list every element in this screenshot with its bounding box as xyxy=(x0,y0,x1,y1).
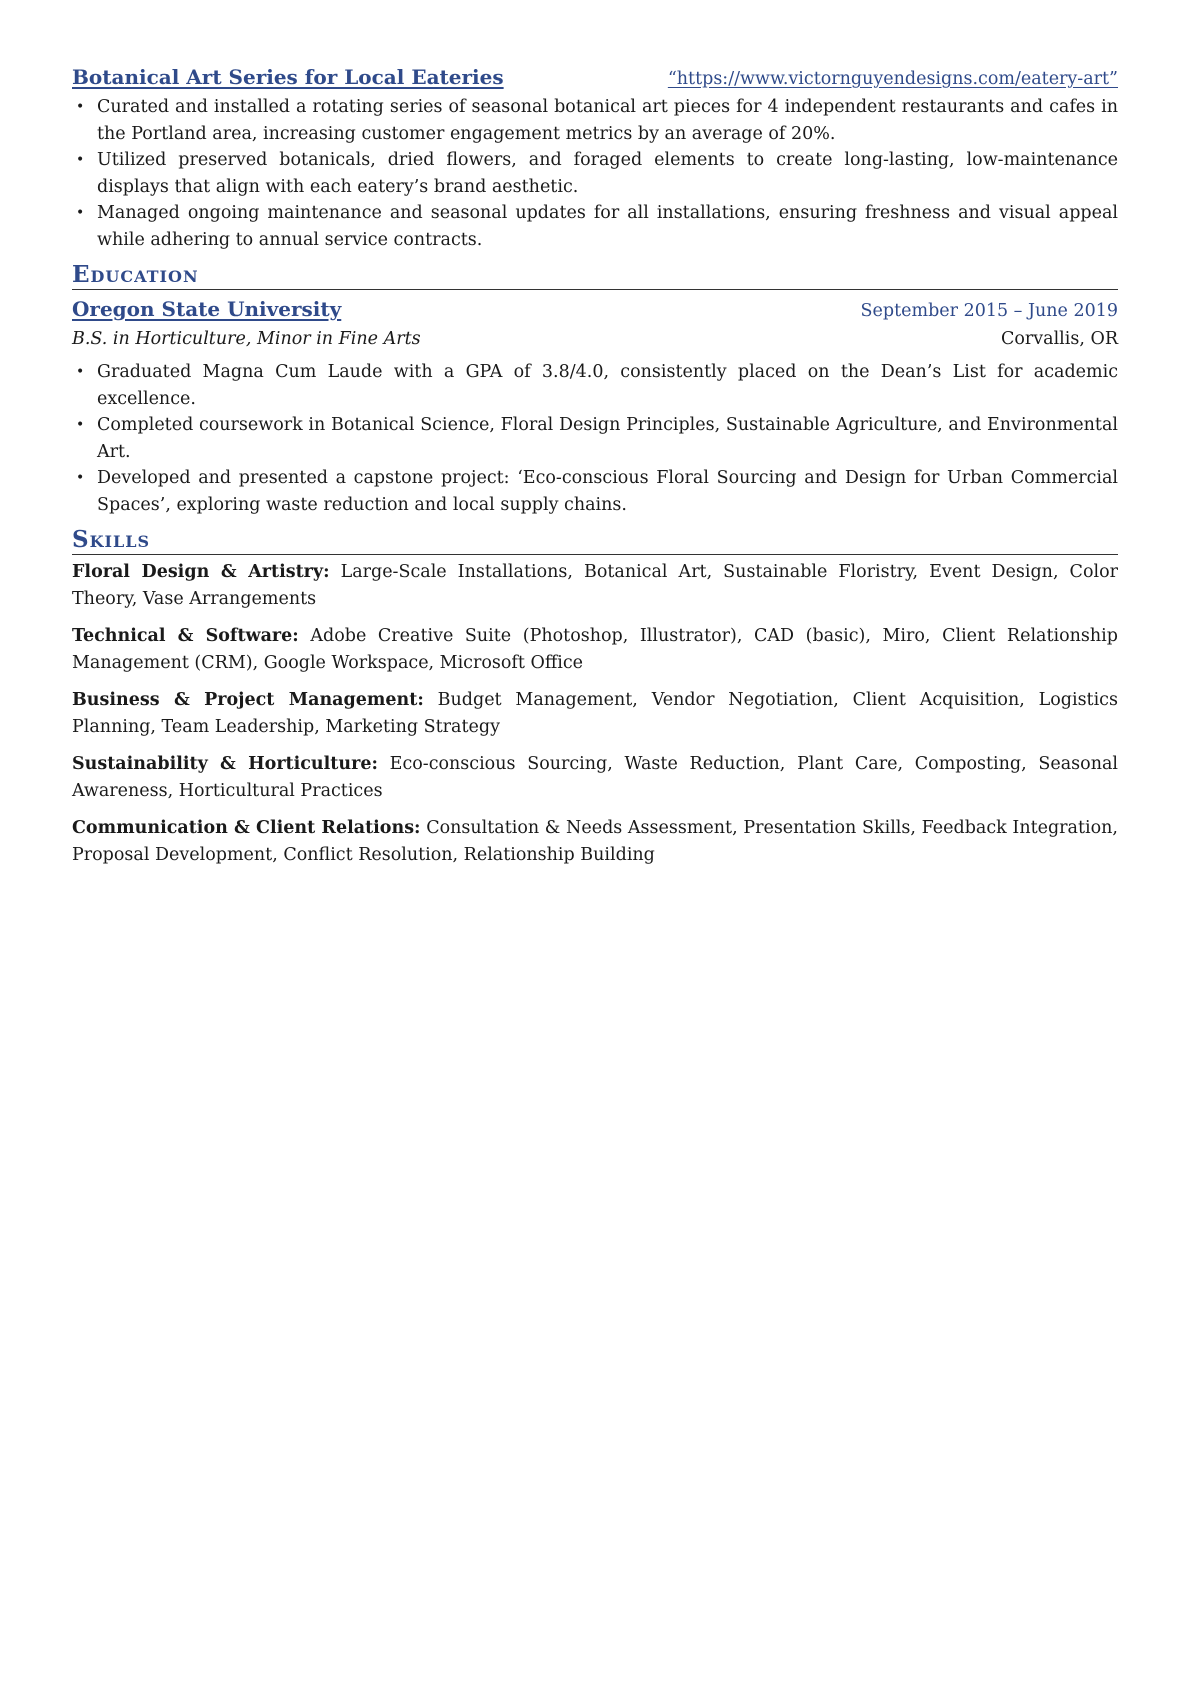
skill-items: Adobe Creative Suite (Photoshop, Illustrator), CAD (basic), Miro, Client Relationship Management (CRM), Google Workspace, Microsoft Office xyxy=(72,626,1118,673)
education-subheader xyxy=(72,326,1118,353)
bullet-icon: • xyxy=(76,152,85,168)
bullet-text: Developed and presented a capstone project: ‘Eco-conscious Floral Sourcing and Design for Urban Commercial Spaces’, exploring waste reduction and local supply chains. xyxy=(97,468,1118,515)
skill-group xyxy=(72,815,1118,868)
list-item xyxy=(72,147,1118,200)
skill-items: Consultation & Needs Assessment, Presentation Skills, Feedback Integration, Proposal Development, Conflict Resolution, Relationship Building xyxy=(72,818,1118,865)
bullet-icon: • xyxy=(76,364,85,380)
list-item xyxy=(72,412,1118,465)
skill-group xyxy=(72,751,1118,804)
bullet-text: Graduated Magna Cum Laude with a GPA of 3.8/4.0, consistently placed on the Dean’s List for academic excellence. xyxy=(97,362,1118,409)
project-header xyxy=(72,62,1118,94)
list-item xyxy=(72,465,1118,518)
skill-label: Sustainability & Horticulture: xyxy=(72,754,378,774)
skill-label: Communication & Client Relations: xyxy=(72,818,421,838)
education-dates: September 2015 – June 2019 xyxy=(860,301,1118,321)
school-name-link[interactable]: Oregon State University xyxy=(72,297,342,321)
list-item xyxy=(72,359,1118,412)
skill-items: Large-Scale Installations, Botanical Art, Sustainable Floristry, Event Design, Color Theory, Vase Arrangements xyxy=(72,562,1118,609)
education-header xyxy=(72,294,1118,326)
degree: B.S. in Horticulture, Minor in Fine Arts xyxy=(72,329,421,349)
bullet-text: Curated and installed a rotating series of seasonal botanical art pieces for 4 independent restaurants and cafes in the Portland area, increasing customer engagement metrics by an average of 20%. xyxy=(97,97,1118,144)
education-location: Corvallis, OR xyxy=(1000,329,1118,349)
education-heading: Education xyxy=(72,261,1118,290)
project-bullets xyxy=(72,94,1118,253)
skill-group xyxy=(72,623,1118,676)
skill-items: Eco-conscious Sourcing, Waste Reduction, Plant Care, Composting, Seasonal Awareness, Horticultural Practices xyxy=(72,754,1118,801)
bullet-icon: • xyxy=(76,470,85,486)
project-title-link[interactable]: Botanical Art Series for Local Eateries xyxy=(72,65,504,89)
project-url-link[interactable]: “https://www.victornguyendesigns.com/eatery-art” xyxy=(667,69,1118,89)
skill-label: Business & Project Management: xyxy=(72,690,424,710)
bullet-text: Managed ongoing maintenance and seasonal updates for all installations, ensuring freshness and visual appeal while adhering to annual service contracts. xyxy=(97,203,1118,250)
skill-items: Budget Management, Vendor Negotiation, Client Acquisition, Logistics Planning, Team Leadership, Marketing Strategy xyxy=(72,690,1118,737)
bullet-text: Completed coursework in Botanical Science, Floral Design Principles, Sustainable Agriculture, and Environmental Art. xyxy=(97,415,1118,462)
skill-group xyxy=(72,687,1118,740)
list-item xyxy=(72,200,1118,253)
skill-label: Technical & Software: xyxy=(72,626,299,646)
bullet-text: Utilized preserved botanicals, dried flowers, and foraged elements to create long-lasting, low-maintenance displays that align with each eatery’s brand aesthetic. xyxy=(97,150,1118,197)
skill-label: Floral Design & Artistry: xyxy=(72,562,330,582)
bullet-icon: • xyxy=(76,205,85,221)
list-item xyxy=(72,94,1118,147)
skill-group xyxy=(72,559,1118,612)
bullet-icon: • xyxy=(76,417,85,433)
skills-heading: Skills xyxy=(72,526,1118,555)
resume-page xyxy=(72,62,1118,879)
bullet-icon: • xyxy=(76,99,85,115)
education-bullets xyxy=(72,359,1118,518)
